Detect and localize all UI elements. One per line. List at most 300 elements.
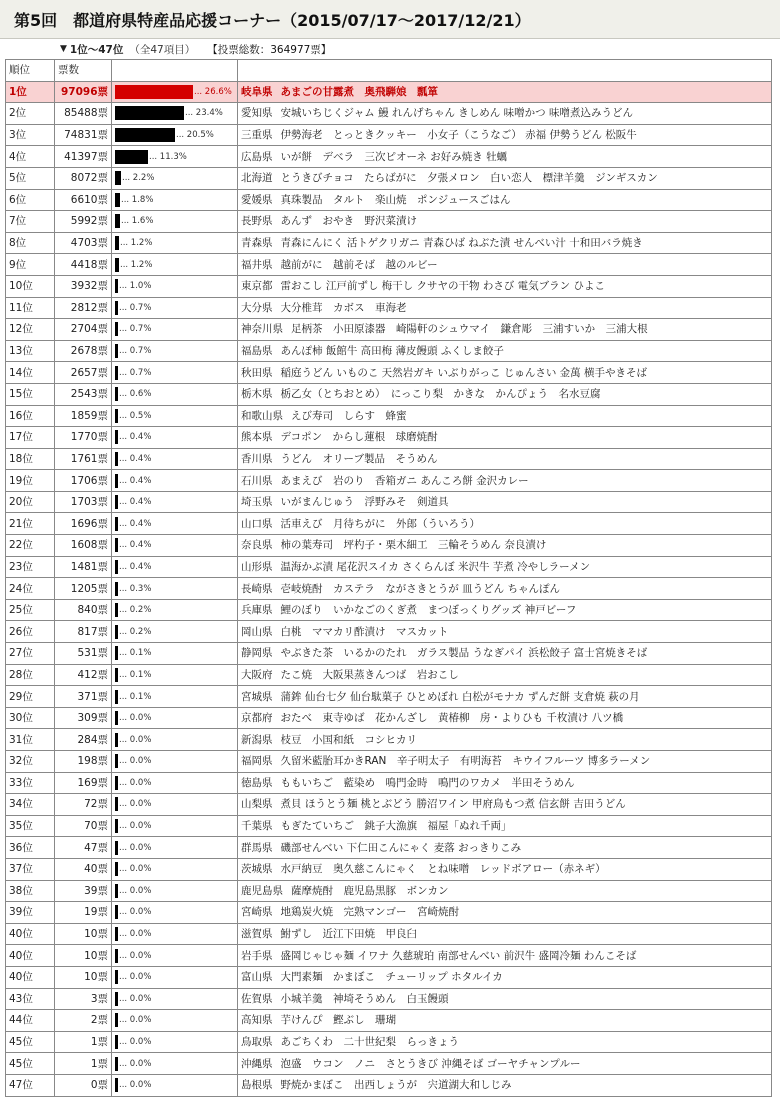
items-cell — [238, 556, 772, 578]
specialty-products: いがまんじゅう 浮野みそ 剣道具 — [280, 496, 449, 509]
votes-cell: 8072票 — [55, 167, 112, 189]
vote-bar-cell — [112, 707, 238, 729]
specialty-products: 久留米藍胎耳かきRAN 辛子明太子 有明海苔 キウイフルーツ 博多ラーメン — [280, 755, 651, 768]
vote-percent: ... 0.1% — [119, 669, 152, 680]
specialty-products: あんず おやき 野沢菜漬け — [280, 215, 417, 228]
vote-percent: ... 0.7% — [119, 324, 152, 335]
prefecture-name: 東京都 — [241, 280, 273, 293]
vote-bar-cell — [112, 1010, 238, 1032]
rank-cell: 37位 — [6, 858, 55, 880]
votes-cell: 10票 — [55, 966, 112, 988]
prefecture-name: 三重県 — [241, 129, 273, 142]
items-cell — [238, 664, 772, 686]
specialty-products: 大門素麺 かまぼこ チューリップ ホタルイカ — [280, 971, 503, 984]
vote-bar — [115, 754, 118, 768]
votes-cell: 3932票 — [55, 275, 112, 297]
vote-bar-cell — [112, 599, 238, 621]
items-cell — [238, 254, 772, 276]
rank-cell: 7位 — [6, 211, 55, 233]
prefecture-name: 福岡県 — [241, 755, 273, 768]
table-row — [6, 729, 772, 751]
vote-percent: ... 0.0% — [119, 950, 152, 961]
vote-bar-cell — [112, 988, 238, 1010]
vote-percent: ... 23.4% — [185, 108, 223, 119]
prefecture-name: 愛媛県 — [241, 193, 273, 206]
vote-percent: ... 0.4% — [119, 497, 152, 508]
vote-bar — [115, 366, 118, 380]
items-cell — [238, 448, 772, 470]
rank-cell: 25位 — [6, 599, 55, 621]
votes-cell: 10票 — [55, 923, 112, 945]
vote-bar-cell — [112, 383, 238, 405]
items-cell — [238, 513, 772, 535]
vote-percent: ... 0.0% — [119, 821, 152, 832]
specialty-products: あごちくわ 二十世紀梨 らっきょう — [280, 1036, 459, 1049]
votes-cell: 41397票 — [55, 146, 112, 168]
ranking-rows — [6, 81, 772, 1096]
rank-cell: 21位 — [6, 513, 55, 535]
vote-bar — [115, 711, 118, 725]
table-row — [6, 491, 772, 513]
specialty-products: 煮貝 ほうとう麺 桃とぶどう 勝沼ワイン 甲府鳥もつ煮 信玄餅 吉田うどん — [280, 798, 626, 811]
item-count: （全47項目） — [129, 43, 196, 56]
vote-bar-cell — [112, 858, 238, 880]
items-cell — [238, 1053, 772, 1075]
vote-bar — [115, 409, 118, 423]
specialty-products: 地鶏炭火焼 完熟マンゴー 宮崎焼酎 — [280, 906, 459, 919]
rank-cell: 43位 — [6, 988, 55, 1010]
specialty-products: ももいちご 藍染め 鳴門金時 鳴門のワカメ 半田そうめん — [280, 776, 575, 789]
rank-cell: 33位 — [6, 772, 55, 794]
items-cell — [238, 578, 772, 600]
votes-cell: 1770票 — [55, 427, 112, 449]
vote-bar — [115, 171, 121, 185]
items-cell — [238, 491, 772, 513]
table-row — [6, 772, 772, 794]
prefecture-name: 高知県 — [241, 1014, 273, 1027]
items-cell — [238, 470, 772, 492]
items-cell — [238, 535, 772, 557]
specialty-products: あまごの甘露煮 奥飛騨娘 瓢箪 — [280, 85, 438, 98]
rank-cell: 4位 — [6, 146, 55, 168]
prefecture-name: 滋賀県 — [241, 928, 273, 941]
specialty-products: 泡盛 ウコン ノニ さとうきび 沖縄そば ゴーヤチャンプルー — [280, 1057, 581, 1070]
votes-cell: 47票 — [55, 837, 112, 859]
title-bar — [0, 0, 780, 39]
table-row — [6, 513, 772, 535]
votes-cell: 1703票 — [55, 491, 112, 513]
table-row — [6, 966, 772, 988]
votes-cell: 309票 — [55, 707, 112, 729]
table-row — [6, 81, 772, 103]
table-row — [6, 167, 772, 189]
items-cell — [238, 232, 772, 254]
items-cell — [238, 427, 772, 449]
items-cell — [238, 1074, 772, 1096]
prefecture-name: 岩手県 — [241, 949, 273, 962]
vote-bar — [115, 1013, 118, 1027]
specialty-products: 磯部せんべい 下仁田こんにゃく 麦落 おっきりこみ — [280, 841, 522, 854]
vote-bar-cell — [112, 794, 238, 816]
vote-percent: ... 0.1% — [119, 648, 152, 659]
votes-cell: 19票 — [55, 902, 112, 924]
vote-bar-cell — [112, 81, 238, 103]
prefecture-name: 神奈川県 — [241, 323, 283, 336]
vote-percent: ... 0.1% — [119, 691, 152, 702]
table-row — [6, 189, 772, 211]
rank-cell: 13位 — [6, 340, 55, 362]
rank-cell: 40位 — [6, 945, 55, 967]
vote-bar-cell — [112, 448, 238, 470]
vote-percent: ... 0.0% — [119, 756, 152, 767]
table-row — [6, 427, 772, 449]
vote-bar-cell — [112, 405, 238, 427]
vote-percent: ... 2.2% — [122, 173, 155, 184]
rank-cell: 12位 — [6, 319, 55, 341]
vote-bar-cell — [112, 621, 238, 643]
prefecture-name: 山口県 — [241, 517, 273, 530]
prefecture-name: 秋田県 — [241, 366, 273, 379]
vote-bar-cell — [112, 686, 238, 708]
table-row — [6, 751, 772, 773]
vote-bar-cell — [112, 232, 238, 254]
specialty-products: 稲庭うどん いものこ 天然岩ガキ いぶりがっこ じゅんさい 金萬 横手やきそば — [280, 366, 648, 379]
table-row — [6, 988, 772, 1010]
table-row — [6, 578, 772, 600]
rank-cell: 28位 — [6, 664, 55, 686]
prefecture-name: 福井県 — [241, 258, 273, 271]
votes-cell: 10票 — [55, 945, 112, 967]
vote-bar-cell — [112, 275, 238, 297]
vote-percent: ... 0.7% — [119, 346, 152, 357]
table-row — [6, 448, 772, 470]
vote-bar — [115, 258, 119, 272]
items-cell — [238, 902, 772, 924]
vote-bar — [115, 214, 120, 228]
votes-cell: 72票 — [55, 794, 112, 816]
vote-bar — [115, 1078, 118, 1092]
vote-bar — [115, 430, 118, 444]
vote-percent: ... 0.0% — [119, 993, 152, 1004]
table-row — [6, 362, 772, 384]
vote-bar — [115, 819, 118, 833]
rank-cell: 16位 — [6, 405, 55, 427]
specialty-products: 柿の葉寿司 坪杓子・栗木細工 三輪そうめん 奈良漬け — [280, 539, 547, 552]
rank-cell: 26位 — [6, 621, 55, 643]
vote-percent: ... 20.5% — [176, 130, 214, 141]
vote-bar — [115, 517, 118, 531]
table-row — [6, 340, 772, 362]
specialty-products: 伊勢海老 とっときクッキー 小女子（こうなご） 赤福 伊勢うどん 松阪牛 — [280, 129, 637, 142]
vote-bar-cell — [112, 319, 238, 341]
rank-cell: 8位 — [6, 232, 55, 254]
table-row — [6, 1053, 772, 1075]
prefecture-name: 茨城県 — [241, 863, 273, 876]
votes-cell: 5992票 — [55, 211, 112, 233]
items-cell — [238, 837, 772, 859]
range-label[interactable]: 1位〜47位 — [69, 43, 124, 56]
rank-cell: 23位 — [6, 556, 55, 578]
rank-cell: 29位 — [6, 686, 55, 708]
table-row — [6, 621, 772, 643]
specialty-products: とうきびチョコ たらばがに 夕張メロン 白い恋人 標津羊羹 ジンギスカン — [280, 172, 658, 185]
items-cell — [238, 858, 772, 880]
items-cell — [238, 146, 772, 168]
vote-percent: ... 11.3% — [149, 151, 187, 162]
prefecture-name: 福島県 — [241, 345, 273, 358]
vote-percent: ... 0.0% — [119, 864, 152, 875]
prefecture-name: 岡山県 — [241, 625, 273, 638]
vote-bar — [115, 560, 118, 574]
prefecture-name: 和歌山県 — [241, 409, 283, 422]
vote-bar-cell — [112, 578, 238, 600]
table-row — [6, 1074, 772, 1096]
table-row — [6, 383, 772, 405]
specialty-products: 白桃 ママカリ酢漬け マスカット — [280, 625, 449, 638]
votes-cell: 2543票 — [55, 383, 112, 405]
items-cell — [238, 362, 772, 384]
table-row — [6, 880, 772, 902]
votes-cell: 2678票 — [55, 340, 112, 362]
items-cell — [238, 1010, 772, 1032]
vote-bar — [115, 538, 118, 552]
vote-bar — [115, 733, 118, 747]
prefecture-name: 熊本県 — [241, 431, 273, 444]
vote-bar-cell — [112, 535, 238, 557]
specialty-products: あまえび 岩のり 香箱ガニ あんころ餅 金沢カレー — [280, 474, 529, 487]
prefecture-name: 北海道 — [241, 172, 273, 185]
specialty-products: 活車えび 月待ちがに 外郎（ういろう） — [280, 517, 480, 530]
votes-cell: 85488票 — [55, 103, 112, 125]
prefecture-name: 静岡県 — [241, 647, 273, 660]
votes-column-header: 票数 — [55, 60, 112, 82]
rank-cell: 6位 — [6, 189, 55, 211]
votes-cell: 70票 — [55, 815, 112, 837]
rank-cell: 40位 — [6, 923, 55, 945]
vote-bar-cell — [112, 470, 238, 492]
prefecture-name: 宮城県 — [241, 690, 273, 703]
vote-bar-cell — [112, 362, 238, 384]
votes-cell: 40票 — [55, 858, 112, 880]
votes-cell: 1696票 — [55, 513, 112, 535]
vote-percent: ... 0.0% — [119, 1058, 152, 1069]
vote-percent: ... 0.7% — [119, 302, 152, 313]
votes-cell: 6610票 — [55, 189, 112, 211]
vote-bar — [115, 862, 118, 876]
table-row — [6, 858, 772, 880]
rank-cell: 24位 — [6, 578, 55, 600]
vote-bar — [115, 85, 193, 99]
rank-cell: 34位 — [6, 794, 55, 816]
vote-bar — [115, 949, 118, 963]
rank-cell: 31位 — [6, 729, 55, 751]
items-cell — [238, 211, 772, 233]
specialty-products: たこ焼 大阪果蒸きんつば 岩おこし — [280, 668, 459, 681]
prefecture-name: 京都府 — [241, 712, 273, 725]
items-cell — [238, 275, 772, 297]
rank-cell: 11位 — [6, 297, 55, 319]
table-row — [6, 815, 772, 837]
vote-bar-cell — [112, 513, 238, 535]
vote-bar-cell — [112, 643, 238, 665]
vote-bar — [115, 668, 118, 682]
table-row — [6, 297, 772, 319]
table-row — [6, 535, 772, 557]
vote-percent: ... 0.4% — [119, 475, 152, 486]
table-row — [6, 232, 772, 254]
rank-cell: 2位 — [6, 103, 55, 125]
items-cell — [238, 297, 772, 319]
table-row — [6, 707, 772, 729]
specialty-products: 小城羊羹 神埼そうめん 白玉饅頭 — [280, 992, 449, 1005]
items-cell — [238, 81, 772, 103]
vote-bar-cell — [112, 772, 238, 794]
items-cell — [238, 340, 772, 362]
prefecture-name: 島根県 — [241, 1079, 273, 1092]
table-row — [6, 405, 772, 427]
items-cell — [238, 880, 772, 902]
rank-cell: 3位 — [6, 124, 55, 146]
vote-percent: ... 0.4% — [119, 561, 152, 572]
vote-bar-cell — [112, 815, 238, 837]
prefecture-name: 長野県 — [241, 215, 273, 228]
prefecture-name: 長崎県 — [241, 582, 273, 595]
vote-percent: ... 1.0% — [119, 281, 152, 292]
vote-bar-cell — [112, 664, 238, 686]
votes-cell: 1706票 — [55, 470, 112, 492]
votes-cell: 2812票 — [55, 297, 112, 319]
votes-cell: 1票 — [55, 1031, 112, 1053]
specialty-products: 安城いちじくジャム 鰻 れんげちゃん きしめん 味噌かつ 味噌煮込みうどん — [280, 107, 633, 120]
rank-cell: 30位 — [6, 707, 55, 729]
vote-percent: ... 0.0% — [119, 1080, 152, 1091]
vote-bar-cell — [112, 211, 238, 233]
rank-cell: 9位 — [6, 254, 55, 276]
vote-bar — [115, 905, 118, 919]
rank-cell: 45位 — [6, 1031, 55, 1053]
table-row — [6, 599, 772, 621]
vote-bar — [115, 387, 118, 401]
prefecture-name: 大阪府 — [241, 668, 273, 681]
items-cell — [238, 167, 772, 189]
votes-cell: 97096票 — [55, 81, 112, 103]
prefecture-name: 群馬県 — [241, 841, 273, 854]
rank-cell: 18位 — [6, 448, 55, 470]
votes-cell: 284票 — [55, 729, 112, 751]
vote-percent: ... 0.0% — [119, 1037, 152, 1048]
items-cell — [238, 124, 772, 146]
specialty-products: いが餅 デベラ 三次ピオーネ お好み焼き 牡蠣 — [280, 150, 508, 163]
votes-cell: 198票 — [55, 751, 112, 773]
rank-cell: 15位 — [6, 383, 55, 405]
bar-column-header — [112, 60, 238, 82]
vote-percent: ... 0.0% — [119, 972, 152, 983]
votes-cell: 1859票 — [55, 405, 112, 427]
vote-bar — [115, 301, 118, 315]
prefecture-name: 徳島県 — [241, 776, 273, 789]
items-cell — [238, 621, 772, 643]
vote-percent: ... 0.0% — [119, 777, 152, 788]
vote-percent: ... 0.0% — [119, 734, 152, 745]
rank-cell: 22位 — [6, 535, 55, 557]
prefecture-name: 新潟県 — [241, 733, 273, 746]
items-cell — [238, 794, 772, 816]
vote-percent: ... 0.0% — [119, 799, 152, 810]
items-cell — [238, 103, 772, 125]
items-cell — [238, 988, 772, 1010]
total-votes: 【投票総数：364977票】 — [207, 43, 332, 56]
table-row — [6, 902, 772, 924]
specialty-products: 栃乙女（とちおとめ） にっこり梨 かきな かんぴょう 名水豆腐 — [280, 388, 601, 401]
rank-cell: 47位 — [6, 1074, 55, 1096]
items-cell — [238, 189, 772, 211]
table-row — [6, 664, 772, 686]
collapse-triangle-icon[interactable]: ▼ — [60, 44, 67, 54]
votes-cell: 2657票 — [55, 362, 112, 384]
items-cell — [238, 751, 772, 773]
page-title: 第5回 都道府県特産品応援コーナー（2015/07/17〜2017/12/21） — [14, 10, 531, 30]
table-row — [6, 686, 772, 708]
votes-cell: 817票 — [55, 621, 112, 643]
votes-cell: 1481票 — [55, 556, 112, 578]
vote-bar — [115, 474, 118, 488]
vote-bar-cell — [112, 945, 238, 967]
votes-cell: 531票 — [55, 643, 112, 665]
items-cell — [238, 383, 772, 405]
votes-cell: 169票 — [55, 772, 112, 794]
vote-percent: ... 1.8% — [121, 194, 154, 205]
vote-bar-cell — [112, 1053, 238, 1075]
vote-bar — [115, 690, 118, 704]
rank-cell: 38位 — [6, 880, 55, 902]
rank-cell: 17位 — [6, 427, 55, 449]
specialty-products: 鯉のぼり いかなごのくぎ煮 まつぼっくりグッズ 神戸ビーフ — [280, 604, 577, 617]
prefecture-name: 佐賀県 — [241, 992, 273, 1005]
specialty-products: 足柄茶 小田原漆器 崎陽軒のシュウマイ 鎌倉彫 三浦すいか 三浦大根 — [291, 323, 648, 336]
vote-bar-cell — [112, 923, 238, 945]
vote-bar — [115, 992, 118, 1006]
vote-bar-cell — [112, 902, 238, 924]
vote-percent: ... 0.2% — [119, 605, 152, 616]
votes-cell: 840票 — [55, 599, 112, 621]
table-row — [6, 794, 772, 816]
specialty-products: やぶきた茶 いるかのたれ ガラス製品 うなぎパイ 浜松餃子 富士宮焼きそば — [280, 647, 648, 660]
vote-percent: ... 0.2% — [119, 626, 152, 637]
vote-bar — [115, 841, 118, 855]
rank-cell: 45位 — [6, 1053, 55, 1075]
items-cell — [238, 599, 772, 621]
vote-bar — [115, 1057, 118, 1071]
table-row — [6, 556, 772, 578]
votes-cell: 371票 — [55, 686, 112, 708]
specialty-products: 芋けんぴ 鰹ぶし 珊瑚 — [280, 1014, 396, 1027]
vote-bar-cell — [112, 340, 238, 362]
rank-cell: 14位 — [6, 362, 55, 384]
vote-percent: ... 0.0% — [119, 1015, 152, 1026]
items-column-header — [238, 60, 772, 82]
vote-bar — [115, 452, 118, 466]
items-cell — [238, 707, 772, 729]
items-cell — [238, 686, 772, 708]
specialty-products: 大分椎茸 カボス 車海老 — [280, 301, 407, 314]
specialty-products: 水戸納豆 奥久慈こんにゃく とね味噌 レッドボアロー（赤ネギ） — [280, 863, 606, 876]
vote-bar — [115, 884, 118, 898]
table-row — [6, 146, 772, 168]
vote-bar — [115, 322, 118, 336]
vote-bar — [115, 970, 118, 984]
vote-percent: ... 0.0% — [119, 929, 152, 940]
prefecture-name: 兵庫県 — [241, 604, 273, 617]
